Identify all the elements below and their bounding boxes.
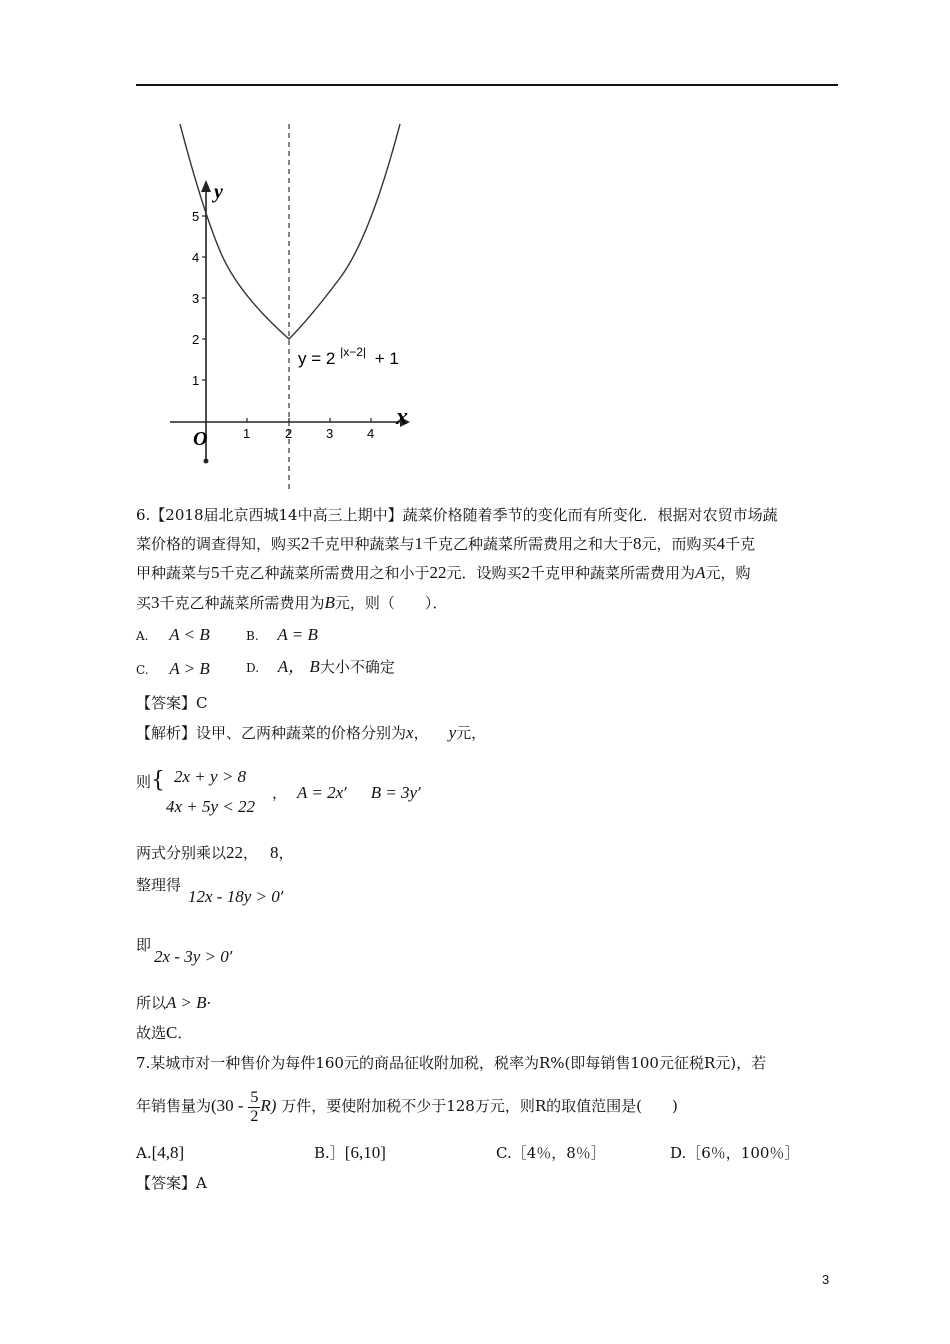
x-axis-label: x: [396, 404, 408, 430]
x-tick-label: 4: [367, 426, 375, 441]
curve-y-eq-2-pow-abs-x-minus-2-plus-1: [180, 124, 400, 339]
q6-answer: 【答案】C: [136, 694, 208, 712]
q6-line-3: 甲种蔬菜与5千克乙种蔬菜所需费用之和小于22元．设购买2千克甲种蔬菜所需费用为A元，购: [136, 563, 751, 582]
q7-option-a: A.[4,8]: [136, 1143, 185, 1162]
q6-option-a: A. A < B: [136, 625, 210, 644]
q7-line-2: 年销售量为(30 - $\frac{5}{2}$ R) 万件，要使附加税不少于128万元，则R的取值范围是( ): [136, 1088, 678, 1125]
curve-label-exp: |x−2|: [340, 345, 366, 359]
y-tick-label: 2: [192, 332, 200, 347]
x-tick-label: 1: [243, 426, 251, 441]
q7-option-c: C.［4％，8％］: [496, 1144, 606, 1162]
q6-system-tail: ， A = 2x’ B = 3y’: [272, 783, 422, 802]
q6-system-eq-1: 2x + y > 8: [174, 767, 247, 786]
q7-fraction: $\frac{5}{2}$: [250, 1088, 259, 1125]
q7-line-1: 7.某城市对一种售价为每件160元的商品征收附加税，税率为R%(即每销售100元征税R元)，若: [136, 1054, 767, 1072]
q6-option-b: B. A = B: [246, 625, 318, 644]
q7-answer: 【答案】A: [136, 1174, 207, 1192]
x-tick-label: 3: [326, 426, 334, 441]
q6-arrange-math: 12x - 18y > 0’: [188, 887, 285, 906]
q6-option-d: D. A， B大小不确定: [246, 657, 395, 676]
header-rule: [136, 84, 838, 86]
y-axis-bottom-dot: [204, 459, 209, 464]
q6-system-eq-2: 4x + 5y < 22: [166, 797, 256, 816]
q7-option-b: B.］[6,10]: [314, 1143, 386, 1162]
q6-line-4: 买3千克乙种蔬菜所需费用为B元，则（ ）．: [136, 593, 448, 612]
function-graph: [160, 118, 430, 498]
y-axis-arrow: [201, 180, 211, 192]
page-number: 3: [822, 1272, 830, 1287]
y-tick-label: 4: [192, 250, 200, 265]
q6-ji-text: 即: [136, 936, 152, 954]
q6-multiply-line: 两式分别乘以22， 8，: [136, 843, 294, 862]
y-tick-label: 3: [192, 291, 200, 306]
x-tick-label: 2: [285, 426, 293, 441]
q6-line-2: 菜价格的调查得知，购买2千克甲种蔬菜与1千克乙种蔬菜所需费用之和大于8元，而购买4千克: [136, 534, 756, 553]
origin-label: O: [193, 428, 208, 450]
y-tick-label: 5: [192, 209, 200, 224]
q6-option-c: C. A > B: [136, 659, 210, 678]
y-tick-label: 1: [192, 373, 200, 388]
curve-equation-label: [298, 341, 399, 368]
q6-system-intro: 则{: [136, 768, 166, 793]
q7-option-d: D.［6％，100％］: [670, 1144, 800, 1162]
q6-so-line: 所以A > B·: [136, 993, 212, 1012]
curve-label-rhs: + 1: [374, 349, 399, 368]
y-axis-label: y: [214, 181, 223, 203]
q6-ji-math: 2x - 3y > 0’: [154, 947, 234, 966]
q6-line-1: 6.【2018届北京西城14中高三上期中】蔬菜价格随着季节的变化而有所变化．根据对农贸市场蔬: [136, 506, 778, 524]
curve-label-lhs: y = 2: [298, 349, 336, 368]
q6-analysis: 【解析】设甲、乙两种蔬菜的价格分别为x， y元，: [136, 723, 487, 742]
q6-arrange-text: 整理得: [136, 876, 182, 894]
q6-choose-line: 故选C．: [136, 1023, 193, 1042]
